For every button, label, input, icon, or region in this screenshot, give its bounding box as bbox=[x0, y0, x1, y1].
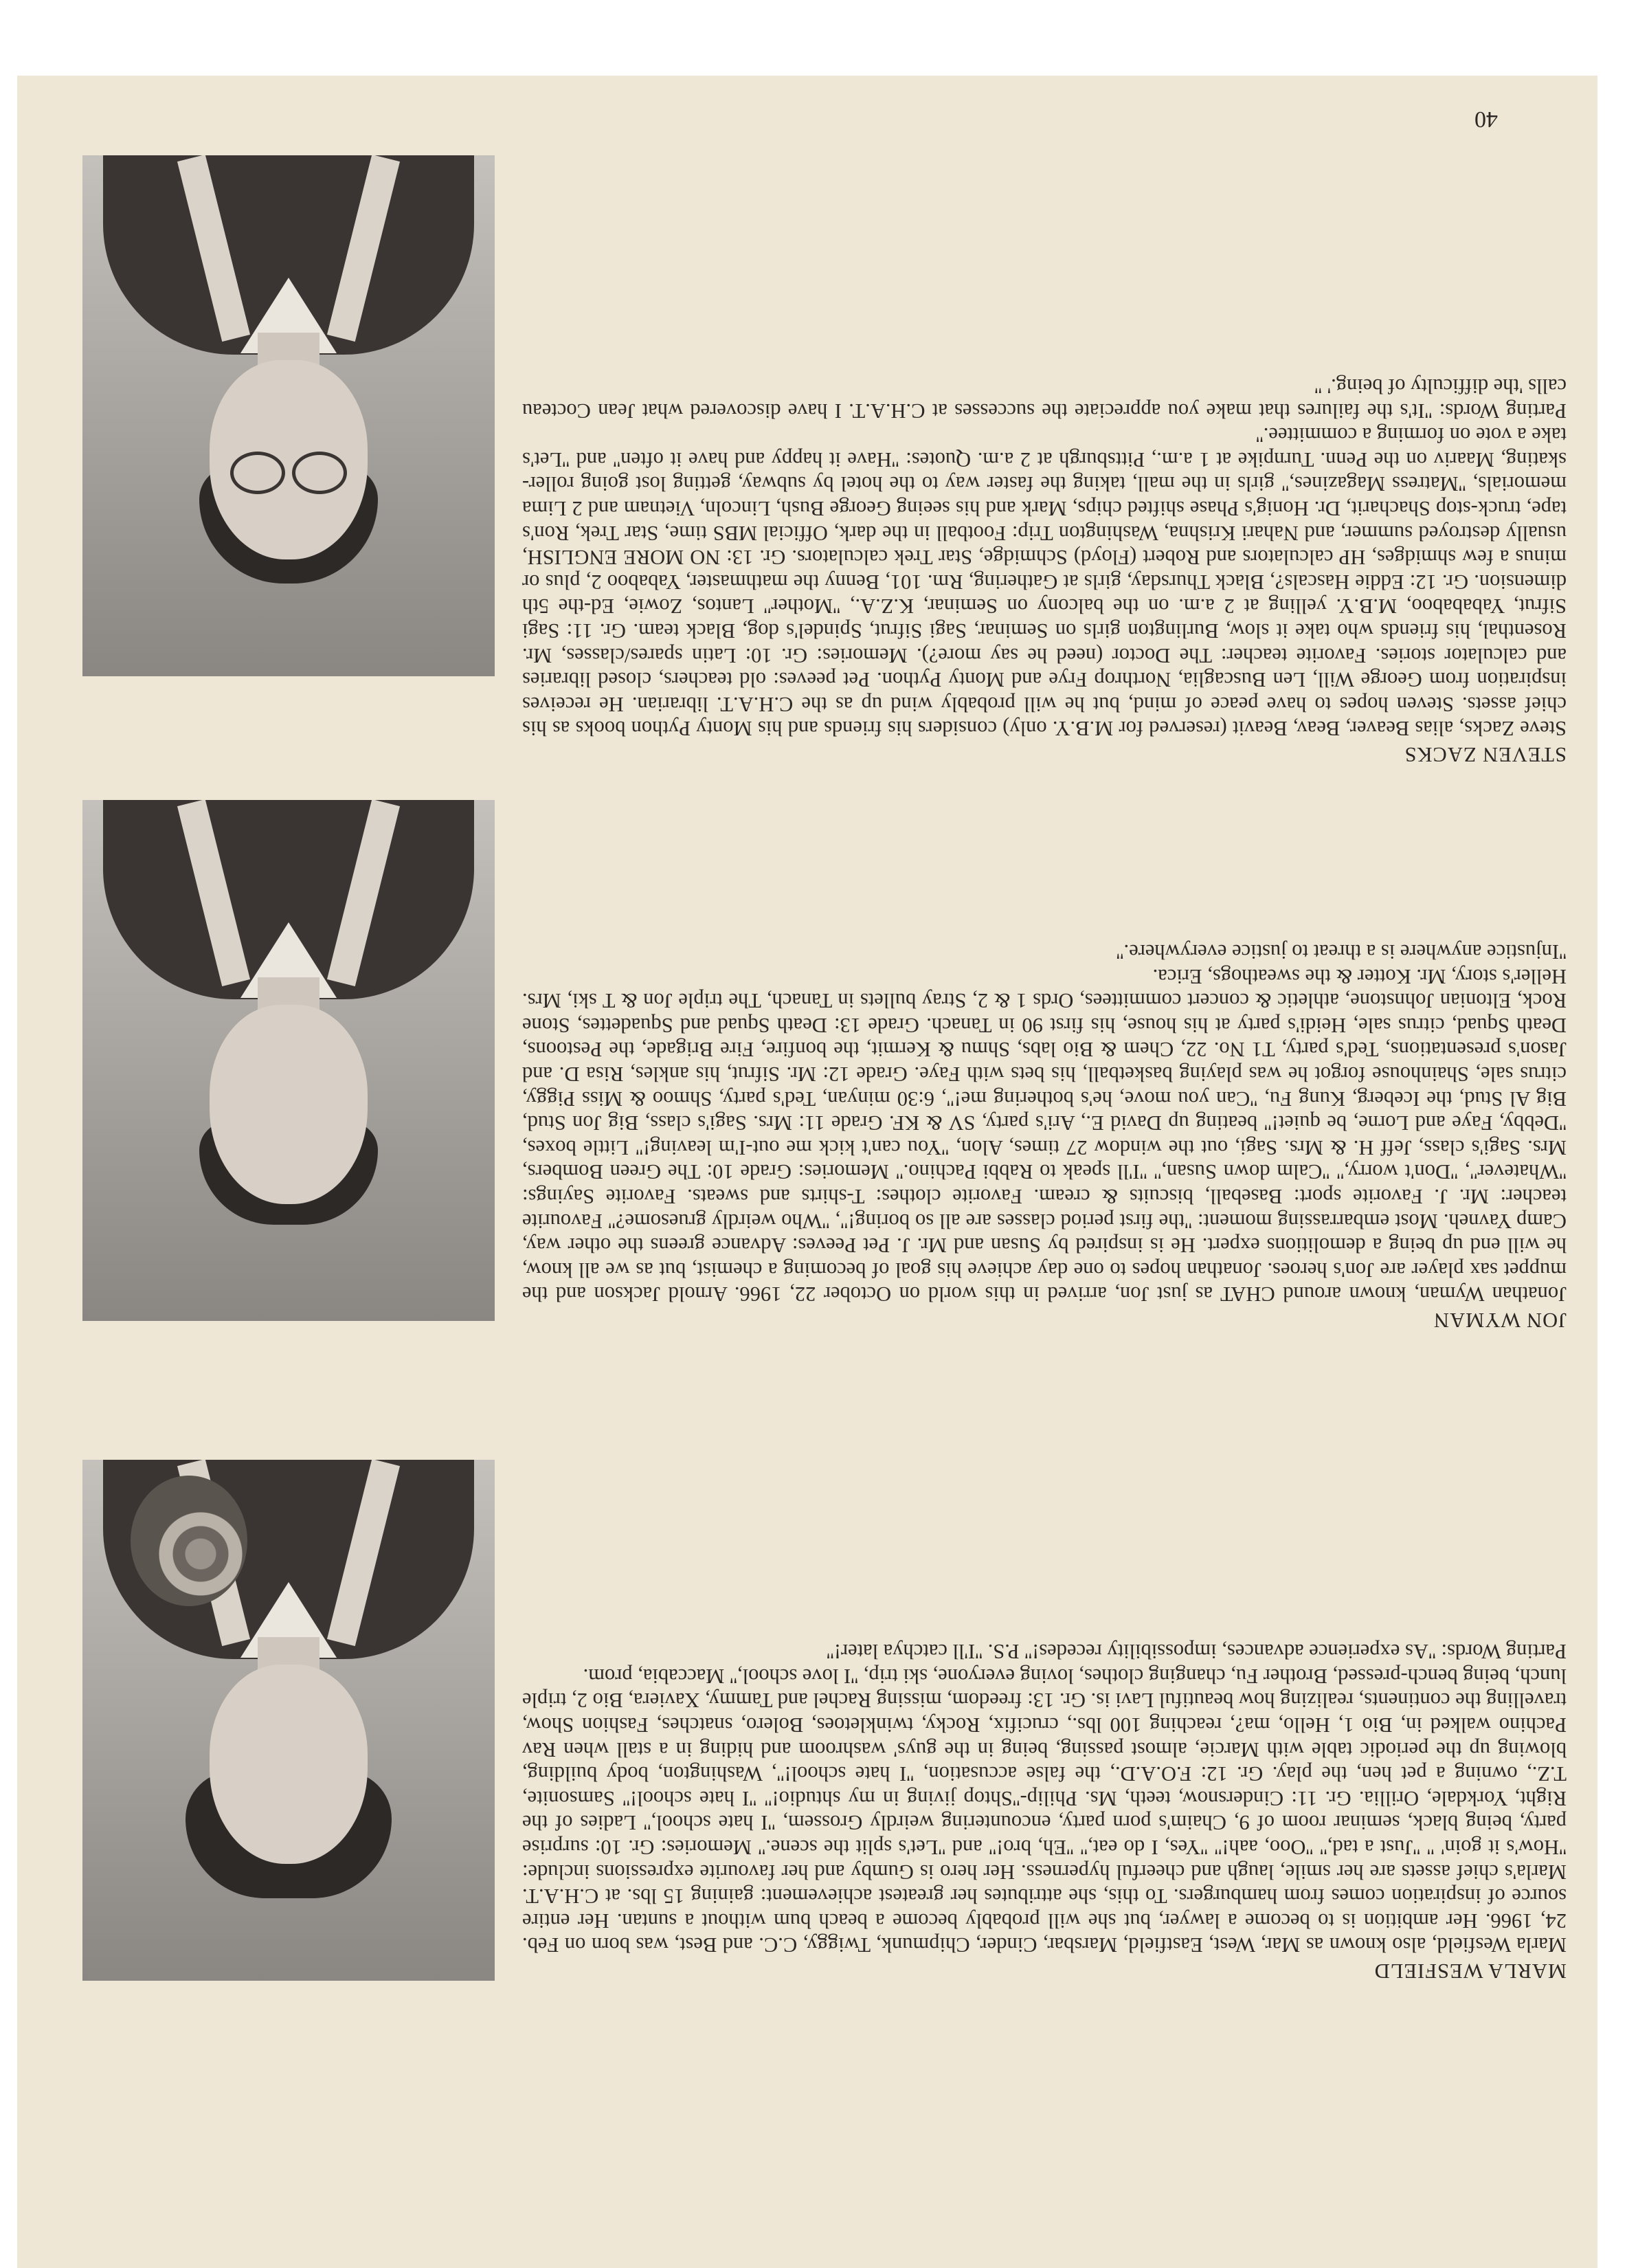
lens-right bbox=[230, 452, 285, 494]
face bbox=[210, 1665, 368, 1864]
student-name: MARLA WESFIELD bbox=[1373, 1959, 1567, 1983]
lens-left bbox=[292, 452, 347, 494]
portrait-photo bbox=[82, 155, 495, 676]
glasses-icon bbox=[230, 456, 347, 494]
bio-block bbox=[522, 940, 1567, 1333]
portrait-photo bbox=[82, 1460, 495, 1981]
bio-text: Jonathan Wyman, known around CHAT as just Jon, arrived in this world on October 22, 1966. Arnold Jackson and the muppet sax player are Jon's heroes. Jonathan hopes to one day achieve his goal of becoming a chemist, but as we all know, he will end up being a demolitions expert. He is inspired by Susan and Mr. J. Pet Peeves: Advance greens the other way, Camp Yavneh. Most embarrassing moment: ''the first period classes are all so boring!'', ''Who weirdly gruesome?'' Favourite teacher: Mr. J. Favorite sport: Baseball, biscuits & cream. Favorite clothes: T-shirts and sweats. Favorite Sayings: ''Whatever'', ''Don't worry,'' ''Calm down Susan,'' ''I'll speak to Rabbi Pachino.'' Memories: Grade 10: The Green Bombers, Mrs. Sagi's class, Jeff H. & Mrs. Sagi, out the window 27 times, Alon, ''You can't kick me out-I'm leaving!'' Little boxes, ''Debby, Faye and Lorne, be quiet!'' beating up David E., Ari's party, SV & KF. Grade 11: Mrs. Sagi's class, Big Jon Stud, Big Al Stud, the Iceberg, Kung Fu, ''Can you move, he's bothering me!'', 6:30 minyan, Ted's party, Shmoo & Miss Piggy, citrus sale, Shainhouse forgot he was playing basketball, his bets with Faye. Grade 12: Mr. Sifrut, his ankles, Risa D. and Jason's presentations, Ted's party, T1 No. 22, Chem & Bio labs, Shmu & Kermit, the bonfire, Fire Brigade, the Pestoons, Death Squad, citrus sale, Heidi's party at his house, his first 90 in Tanach. Grade 13: Death Squad and Squadettes, Stone Rock, Eltonian Johnstone, athletic & concert committees, Ords 1 & 2, Stray bullets in Tanach, The triple Jon & T ski, Mrs. Heller's story, Mr. Kotter & the sweathogs, Erica. bbox=[522, 964, 1567, 1307]
bouquet-icon bbox=[131, 1476, 247, 1606]
portrait-photo bbox=[82, 800, 495, 1321]
student-name: JON WYMAN bbox=[1433, 1309, 1567, 1332]
bio-block bbox=[522, 1639, 1567, 1983]
page-number: 40 bbox=[1474, 107, 1498, 132]
bio-block bbox=[522, 374, 1567, 767]
bio-text: Steve Zacks, alias Beaver, Beav, Beavit (reserved for M.B.Y. only) considers his friends and his Monty Python books as his chief assets. Steven hopes to have peace of mind, but he will probably wind up as the C.H.A.T. librarian. He receives inspiration from George Will, Len Buscaglia, Northrop Frye and Monty Python. Pet peeves: old teachers, closed libraries and calculator stories. Favorite teacher: The Doctor (need he say more?). Memories: Gr. 10: Latin spares/classes, Mr. Rosenthal, his friends who take it slow, Burlington girls on Seminar, Sagi Sifrut, Spindel's dog, Black team. Gr. 11: Sagi Sifrut, Yabababoo, M.B.Y. yelling at 2 a.m. on the balcony on Seminar, K.Z.A., ''Mother'' Lantos, Zowie, Ed-the 5th dimension. Gr. 12: Eddie Hascals?, Black Thursday, girls at Gathering, Rm. 101, Benny the mathmaster, Yababoo 2, plus or minus a few shmidges, HP calculators and Robert (Floyd) Schmidge, Star Trek calculators. Gr. 13: NO MORE ENGLISH, usually destroyed summer, and Nahari Krishna, Washington Trip: Football in the dark, Official MBS time, Star Trek, Ron's tape, truck-stop Shacharit, Dr. Honig's Phase shifted chips, Mark and his seeing George Bush, Lincoln, Vietnam and 2 Lima memorials, ''Matress Magazines,'' girls in the mall, taking the faster way to the hotel by subway, getting lost going roller-skating, Maariv on the Penn. Turnpike at 1 a.m., Pittsburgh at 2 a.m. Quotes: ''Have it happy and have it often'' and ''Let's take a vote on forming a committee.'' bbox=[522, 423, 1567, 741]
student-name: STEVEN ZACKS bbox=[1404, 743, 1567, 766]
parting-words: Parting Words: ''As experience advances, impossibility recedes!'' P.S. ''I'll catchya later!'' bbox=[826, 1640, 1567, 1664]
bio-text: Marla Wesfield, also known as Mar, West, Eastfield, Marsbar, Cinder, Chipmunk, Twiggy, C.C. and Best, was born on Feb. 24, 1966. Her ambition is to become a lawyer, but she will probably become a beach bum without a suntan. Her entire source of inspiration comes from hamburgers. To this, she attributes her greatest achievement: gaining 15 lbs. at C.H.A.T. Marla's chief assets are her smile, laugh and cheerful hyperness. Her hero is Gumby and her favourite expressions include: ''How's it goin' '' ''Just a tad,'' ''Ooo, aah!'' ''Yes, I do eat,'' ''Eh, bro!'' and ''Let's split the scene.'' Memories: Gr. 10: surprise party, being black, seminar room of 9, Chaim's porn party, encountering weirdly Grossem, ''I hate school,'' Ladies of the Right, Yorkdale, Orillia. Gr. 11: Cindersnow, teeth, Ms. Philip-''Shtop jiving in my shtudio!'' ''I hate school!'' Samsonite, T.Z., owning a pet hen, the play. Gr. 12: F.O.A.D., the false accusation, ''I hate school!'', Washington, body building, blowing up the periodic table with Marcie, almost passing, being in the guys' washroom and hiding in a stall when Rav Pachino walked in, Bio 1, Hello, ma?, reaching 100 lbs., crucifix, Rocky, twinkletoes, Bolero, snatches, Fashion Show, travelling the continents, realizing how beautiful Lavi is. Gr. 13: freedom, missing Rachel and Tammy, Xaviera, Bio 2, triple lunch, being bench-pressed, Brother Fu, changing clothes, loving everyone, ski trip, ''I love school,'' Maccabia, prom. bbox=[522, 1664, 1567, 1957]
parting-words: ''Injustice anywhere is a threat to justice everywhere.'' bbox=[1116, 940, 1567, 964]
face bbox=[210, 1005, 368, 1204]
parting-words: Parting Words: ''It's the failures that make you appreciate the successes at C.H.A.T. I have discovered what Jean Cocteau calls 'the difficulty of being.' '' bbox=[522, 375, 1567, 423]
